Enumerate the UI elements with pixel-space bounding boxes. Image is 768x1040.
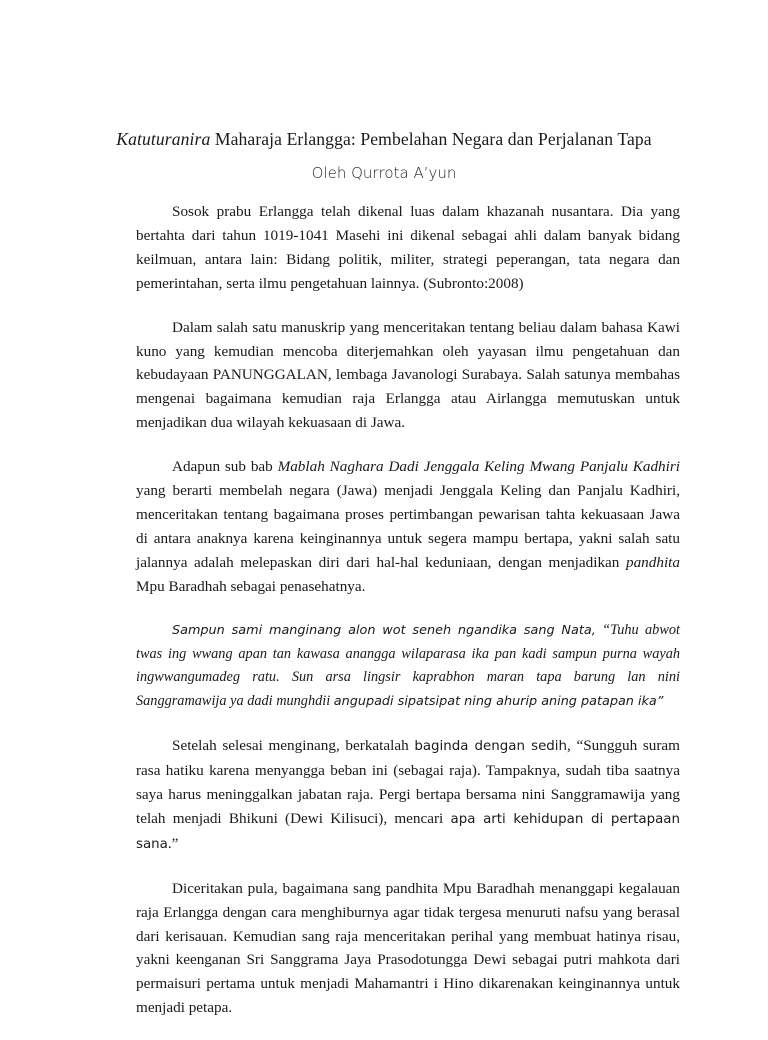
verse-line-b: “Tuhu abwot twas ing wwang apan tan kawasa anangga wilaparasa ika pan kadi sampun purna wayah ingwwangumadeg ratu. Sun arsa lingsir kaprabhon maran tapa barung lan nini Sanggramawija ya dadi munghdii	[136, 621, 680, 710]
paragraph-5: Diceritakan pula, bagaimana sang pandhita Mpu Baradhah menanggapi kegalauan raja Erlangga dengan cara menghiburnya agar tidak tergesa menuruti nafsu yang berasal dari kerisauan. Kemudian sang raja menceritakan perihal yang membuat hatinya risau, yakni keenganan Sri Sanggrama Jaya Prasodotungga Dewi sebagai putri mahkota dari permaisuri pertama untuk menjadi Mahamantri i Hino dikarenakan keinginannya untuk menjadi petapa.	[136, 879, 680, 1017]
p4-text-d: apa arti kehidupan di pertapaan sana	[136, 811, 680, 852]
p4-text-e: .”	[167, 834, 179, 852]
verse-line-a: Sampun sami manginang alon wot seneh ngandika sang Nata,	[172, 622, 596, 638]
p4-text-c: , “Sungguh suram rasa hatiku karena menyangga beban ini (sebagai raja). Tampaknya, sudah tiba saatnya saya harus meninggalkan jabatan raja. Pergi bertapa bersama nini Sanggramawija yang telah menjadi Bhikuni (Dewi Kilisuci), mencari	[136, 737, 680, 827]
paragraph-1: Sosok prabu Erlangga telah dikenal luas dalam khazanah nusantara. Dia yang bertahta dari tahun 1019-1041 Masehi ini dikenal sebagai ahli dalam banyak bidang keilmuan, antara lain: Bidang politik, militer, strategi peperangan, tata negara dan pemerintahan, serta ilmu pengetahuan lainnya. (Subronto:2008)	[136, 203, 680, 292]
paragraph-2: Dalam salah satu manuskrip yang menceritakan tentang beliau dalam bahasa Kawi kuno yang kemudian mencoba diterjemahkan oleh yayasan ilmu pengetahuan dan kebudayaan PANUNGGALAN, lembaga Javanologi Surabaya. Salah satunya membahas mengenai bagaimana kemudian raja Erlangga atau Airlangga memutuskan untuk menjadikan dua wilayah kekuasaan di Jawa.	[136, 318, 680, 432]
title-rest: Maharaja Erlangga: Pembelahan Negara dan Perjalanan Tapa	[210, 129, 652, 149]
p4-text-a: Setelah selesai menginang, berkatalah	[172, 737, 415, 755]
document-body	[136, 200, 680, 1040]
p3-text-c: yang berarti membelah negara (Jawa) menjadi Jenggala Keling dan Panjalu Kadhiri, menceritakan tentang bagaimana proses pertimbangan pewarisan tahta kekuasaan Jawa di antara anaknya karena keinginannya untuk segera mampu bertapa, yakni salah satu jalannya adalah melepaskan diri dari hal-hal keduniaan, dengan menjadikan	[136, 482, 680, 571]
p3-text-e: Mpu Baradhah sebagai penasehatnya.	[136, 577, 366, 595]
verse-line-c: angupadi sipatsipat ning ahurip aning patapan ika”	[333, 694, 664, 710]
title-italic: Katuturanira	[116, 129, 211, 149]
kawi-verse	[136, 619, 680, 715]
document-title	[0, 127, 768, 151]
author-line: Oleh Qurrota A’yun	[311, 164, 457, 182]
p3-italic-title: Mablah Naghara Dadi Jenggala Keling Mwang Panjalu Kadhiri	[277, 458, 680, 476]
p4-text-b: baginda dengan sedih	[414, 739, 568, 755]
p3-italic-pandhita: pandhita	[625, 553, 680, 571]
paragraph-4	[136, 734, 680, 857]
paragraph-3	[136, 455, 680, 598]
p3-text-a: Adapun sub bab	[172, 458, 278, 476]
